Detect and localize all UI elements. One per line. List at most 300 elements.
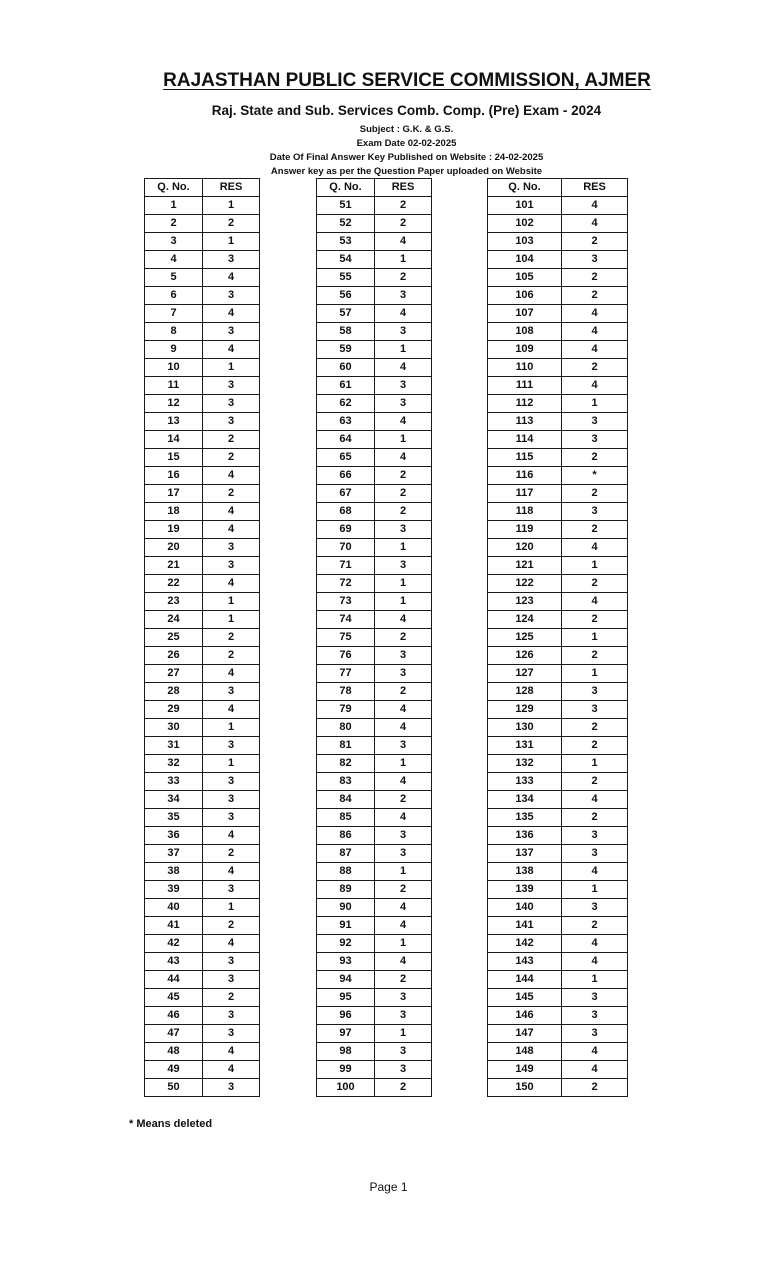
question-number: 42 [145,935,203,953]
answer-response: 4 [562,305,628,323]
answer-table-101-150 [487,178,628,1097]
table-row [145,701,260,719]
table-row [488,989,628,1007]
answer-response: 3 [203,737,260,755]
question-number: 100 [317,1079,375,1097]
answer-response: 2 [203,215,260,233]
table-row [488,971,628,989]
table-row [317,287,432,305]
table-row [488,647,628,665]
answer-response: 3 [375,395,432,413]
answer-response: 1 [375,1025,432,1043]
answer-response: 3 [375,665,432,683]
question-number: 30 [145,719,203,737]
table-row [317,449,432,467]
answer-response: 1 [562,395,628,413]
answer-response: 4 [562,215,628,233]
answer-response: 3 [375,1007,432,1025]
answer-response: 3 [203,539,260,557]
question-number: 36 [145,827,203,845]
answer-response: 4 [203,467,260,485]
table-row [317,395,432,413]
table-row [488,323,628,341]
question-number: 39 [145,881,203,899]
question-number: 79 [317,701,375,719]
table-row [145,1007,260,1025]
table-row [145,251,260,269]
table-row [488,1025,628,1043]
question-number: 122 [488,575,562,593]
question-number: 20 [145,539,203,557]
table-row [488,737,628,755]
table-row [317,773,432,791]
table-row [317,305,432,323]
table-row [145,575,260,593]
question-number: 33 [145,773,203,791]
table-row [317,647,432,665]
answer-response: 2 [203,989,260,1007]
question-number: 26 [145,647,203,665]
table-row [317,881,432,899]
question-number: 49 [145,1061,203,1079]
answer-response: 1 [562,629,628,647]
table-row [317,953,432,971]
answer-response: 3 [203,251,260,269]
question-number: 128 [488,683,562,701]
table-row [488,701,628,719]
qno-header: Q. No. [145,179,203,197]
answer-response: 1 [562,557,628,575]
table-row [488,485,628,503]
table-row [145,791,260,809]
question-number: 31 [145,737,203,755]
table-row [488,503,628,521]
table-row [145,593,260,611]
answer-response: 4 [562,377,628,395]
question-number: 93 [317,953,375,971]
answer-response: 3 [375,647,432,665]
question-number: 117 [488,485,562,503]
table-row [317,989,432,1007]
table-row [488,539,628,557]
question-number: 15 [145,449,203,467]
qno-header: Q. No. [488,179,562,197]
answer-response: 4 [375,611,432,629]
question-number: 34 [145,791,203,809]
answer-response: 3 [203,287,260,305]
answer-response: 1 [203,233,260,251]
answer-response: 4 [203,341,260,359]
table-row [488,683,628,701]
table-row [145,1079,260,1097]
question-number: 72 [317,575,375,593]
qno-header: Q. No. [317,179,375,197]
question-number: 11 [145,377,203,395]
table-row [317,1007,432,1025]
table-row [488,287,628,305]
question-number: 86 [317,827,375,845]
question-number: 37 [145,845,203,863]
res-header: RES [562,179,628,197]
table-row [317,1079,432,1097]
table-row [317,467,432,485]
answer-response: 1 [203,593,260,611]
question-number: 84 [317,791,375,809]
question-number: 120 [488,539,562,557]
question-number: 12 [145,395,203,413]
table-row [317,233,432,251]
answer-response: 2 [562,719,628,737]
answer-response: 2 [203,431,260,449]
answer-response: 3 [562,845,628,863]
answer-response: 1 [203,899,260,917]
table-row [317,665,432,683]
table-row [145,215,260,233]
answer-response: 2 [203,845,260,863]
answer-response: 3 [375,845,432,863]
table-row [145,269,260,287]
question-number: 75 [317,629,375,647]
answer-response: 2 [203,917,260,935]
answer-response: 4 [375,305,432,323]
question-number: 5 [145,269,203,287]
question-number: 134 [488,791,562,809]
question-number: 54 [317,251,375,269]
answer-response: 2 [562,1079,628,1097]
answer-response: 3 [203,323,260,341]
answer-response: 1 [203,197,260,215]
answer-response: 3 [203,1007,260,1025]
question-number: 88 [317,863,375,881]
question-number: 141 [488,917,562,935]
answer-response: 2 [375,629,432,647]
answer-response: 3 [203,791,260,809]
table-row [145,935,260,953]
answer-response: 3 [375,287,432,305]
question-number: 133 [488,773,562,791]
question-number: 140 [488,899,562,917]
answer-response: 2 [562,233,628,251]
table-row [145,287,260,305]
answer-response: 1 [203,359,260,377]
answer-response: 4 [375,773,432,791]
question-number: 62 [317,395,375,413]
table-row [145,449,260,467]
answer-response: 3 [375,989,432,1007]
table-row [488,773,628,791]
question-number: 76 [317,647,375,665]
question-number: 114 [488,431,562,449]
table-row [488,611,628,629]
question-number: 104 [488,251,562,269]
answer-response: 4 [562,539,628,557]
answer-response: 3 [375,1043,432,1061]
question-number: 109 [488,341,562,359]
question-number: 10 [145,359,203,377]
table-row [145,665,260,683]
answer-response: 4 [562,1043,628,1061]
answer-response: 4 [375,359,432,377]
answer-response: 1 [203,755,260,773]
table-row [488,1007,628,1025]
table-row [145,1025,260,1043]
question-number: 92 [317,935,375,953]
answer-response: 3 [203,413,260,431]
table-row [488,575,628,593]
answer-response: 1 [375,251,432,269]
answer-response: 1 [203,611,260,629]
answer-response: 1 [562,665,628,683]
table-row [317,1043,432,1061]
question-number: 57 [317,305,375,323]
question-number: 77 [317,665,375,683]
question-number: 64 [317,431,375,449]
table-row [488,395,628,413]
table-row [488,791,628,809]
table-row [145,683,260,701]
question-number: 52 [317,215,375,233]
table-row [317,539,432,557]
answer-response: 3 [562,503,628,521]
table-row [488,557,628,575]
answer-table-1-50 [144,178,260,1097]
answer-response: * [562,467,628,485]
question-number: 82 [317,755,375,773]
answer-response: 3 [203,773,260,791]
table-row [488,1043,628,1061]
table-row [317,359,432,377]
question-number: 41 [145,917,203,935]
answer-response: 4 [203,269,260,287]
table-row [317,737,432,755]
question-number: 95 [317,989,375,1007]
question-number: 47 [145,1025,203,1043]
answer-response: 2 [562,269,628,287]
question-number: 123 [488,593,562,611]
answer-response: 4 [375,449,432,467]
question-number: 69 [317,521,375,539]
question-number: 3 [145,233,203,251]
answer-response: 3 [562,827,628,845]
answer-response: 1 [375,431,432,449]
answer-response: 2 [375,791,432,809]
table-row [145,197,260,215]
answer-response: 3 [203,395,260,413]
question-number: 85 [317,809,375,827]
table-row [488,197,628,215]
table-row [317,431,432,449]
table-row [145,413,260,431]
answer-response: 3 [562,251,628,269]
answer-response: 3 [562,431,628,449]
answer-response: 2 [375,881,432,899]
table-row [488,359,628,377]
question-number: 90 [317,899,375,917]
table-row [145,233,260,251]
table-row [317,683,432,701]
answer-response: 2 [562,647,628,665]
answer-response: 4 [562,953,628,971]
answer-response: 1 [562,881,628,899]
table-row [145,557,260,575]
table-row [317,701,432,719]
question-number: 51 [317,197,375,215]
table-row [145,377,260,395]
question-number: 89 [317,881,375,899]
question-number: 4 [145,251,203,269]
answer-response: 3 [375,521,432,539]
question-number: 78 [317,683,375,701]
exam-name: Raj. State and Sub. Services Comb. Comp. (Pre) Exam - 2024 [211,103,602,118]
answer-response: 2 [562,521,628,539]
answer-response: 3 [375,827,432,845]
table-row [317,863,432,881]
question-number: 148 [488,1043,562,1061]
answer-response: 1 [375,575,432,593]
table-row [317,215,432,233]
answer-response: 1 [375,341,432,359]
table-row [488,719,628,737]
table-row [488,269,628,287]
question-number: 53 [317,233,375,251]
answer-response: 2 [375,971,432,989]
question-number: 13 [145,413,203,431]
question-number: 71 [317,557,375,575]
answer-response: 4 [203,863,260,881]
table-row [145,863,260,881]
question-number: 98 [317,1043,375,1061]
answer-response: 2 [203,449,260,467]
question-number: 142 [488,935,562,953]
answer-response: 3 [203,971,260,989]
question-number: 131 [488,737,562,755]
table-row [317,899,432,917]
answer-response: 4 [203,827,260,845]
question-number: 91 [317,917,375,935]
question-number: 97 [317,1025,375,1043]
table-row [317,593,432,611]
question-number: 83 [317,773,375,791]
question-number: 119 [488,521,562,539]
answer-response: 4 [562,323,628,341]
table-row [317,323,432,341]
answer-response: 1 [375,935,432,953]
table-row [488,935,628,953]
answer-response: 3 [375,737,432,755]
table-row [488,593,628,611]
answer-response: 3 [375,1061,432,1079]
table-row [488,827,628,845]
answer-response: 2 [562,773,628,791]
answer-response: 3 [203,953,260,971]
answer-response: 4 [375,719,432,737]
answer-response: 2 [562,611,628,629]
table-row [317,521,432,539]
table-row [488,809,628,827]
question-number: 115 [488,449,562,467]
question-number: 136 [488,827,562,845]
document-title: RAJASTHAN PUBLIC SERVICE COMMISSION, AJMER [163,70,651,91]
table-row [145,953,260,971]
answer-response: 4 [375,899,432,917]
table-row [488,233,628,251]
question-number: 129 [488,701,562,719]
answer-response: 4 [203,575,260,593]
question-number: 101 [488,197,562,215]
answer-response: 2 [375,467,432,485]
answer-response: 2 [375,197,432,215]
question-number: 81 [317,737,375,755]
table-row [145,773,260,791]
answer-response: 2 [375,485,432,503]
answer-response: 2 [375,269,432,287]
question-number: 147 [488,1025,562,1043]
table-row [488,305,628,323]
question-number: 146 [488,1007,562,1025]
table-row [488,665,628,683]
answer-response: 4 [562,593,628,611]
table-row [317,485,432,503]
question-number: 110 [488,359,562,377]
table-row [317,719,432,737]
table-row [488,845,628,863]
answer-response: 2 [562,485,628,503]
question-number: 18 [145,503,203,521]
table-row [145,827,260,845]
answer-response: 3 [203,881,260,899]
question-number: 138 [488,863,562,881]
answer-response: 1 [375,863,432,881]
answer-response: 2 [562,575,628,593]
answer-response: 2 [562,917,628,935]
question-number: 61 [317,377,375,395]
table-row [145,611,260,629]
question-number: 55 [317,269,375,287]
table-row [488,467,628,485]
question-number: 40 [145,899,203,917]
answer-response: 2 [375,683,432,701]
answer-response: 4 [203,935,260,953]
question-number: 105 [488,269,562,287]
answer-response: 2 [203,647,260,665]
question-number: 32 [145,755,203,773]
question-number: 118 [488,503,562,521]
question-number: 96 [317,1007,375,1025]
question-number: 14 [145,431,203,449]
answer-key-basis: Answer key as per the Question Paper uploaded on Website [270,166,543,177]
table-row [317,1061,432,1079]
table-row [488,863,628,881]
question-number: 130 [488,719,562,737]
table-row [317,557,432,575]
table-row [145,395,260,413]
answer-response: 3 [375,557,432,575]
question-number: 87 [317,845,375,863]
table-row [488,251,628,269]
answer-response: 2 [562,737,628,755]
answer-response: 1 [375,539,432,557]
question-number: 137 [488,845,562,863]
question-number: 127 [488,665,562,683]
answer-response: 4 [203,1043,260,1061]
answer-response: 1 [375,755,432,773]
table-row [488,341,628,359]
answer-response: 3 [203,1025,260,1043]
answer-response: 1 [562,971,628,989]
question-number: 22 [145,575,203,593]
answer-response: 4 [562,791,628,809]
table-row [317,845,432,863]
